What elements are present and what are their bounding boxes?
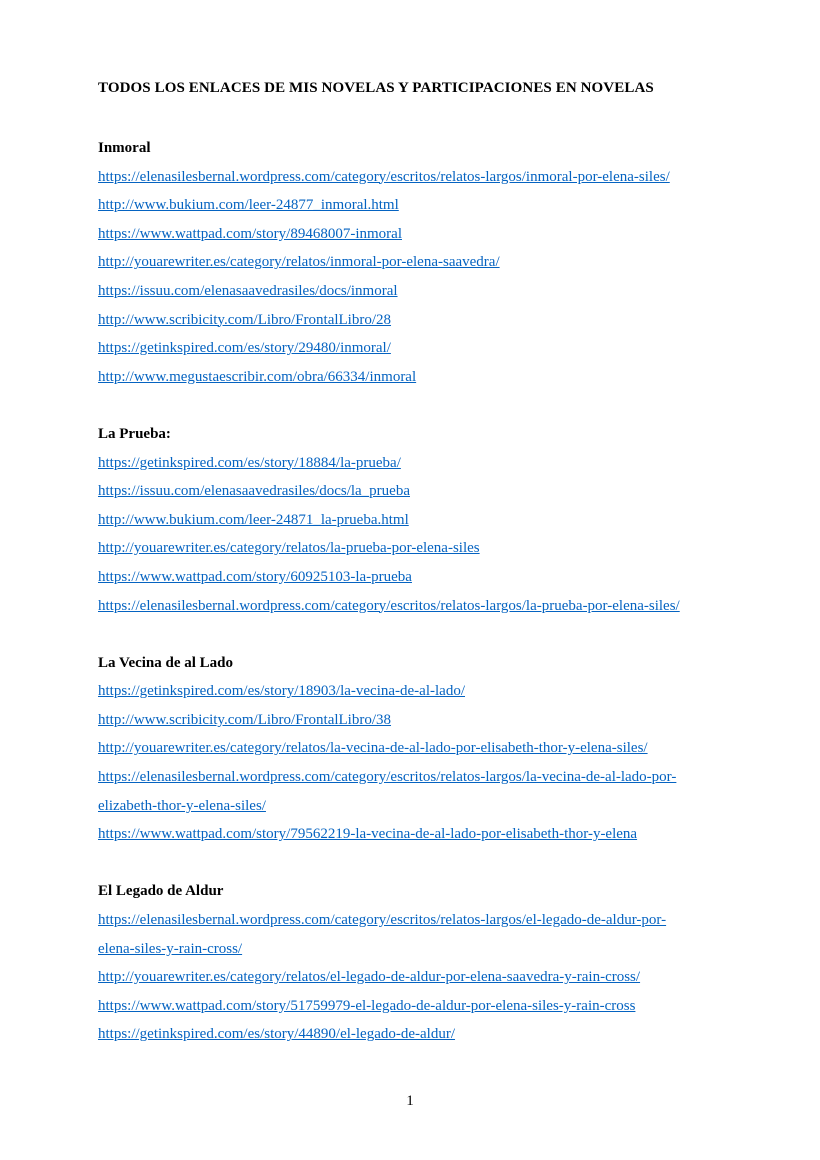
section bbox=[98, 134, 798, 391]
link-text: https://www.wattpad.com/story/51759979-el-legado-de-aldur-por-elena-siles-y-rain-cross bbox=[98, 997, 636, 1014]
link-text: http://www.bukium.com/leer-24871_la-prueba.html bbox=[98, 511, 409, 528]
link-list bbox=[98, 677, 798, 849]
link-text: https://elenasilesbernal.wordpress.com/category/escritos/relatos-largos/el-legado-de-aldur-por- bbox=[98, 912, 667, 929]
hyperlink[interactable] bbox=[98, 277, 798, 306]
hyperlink[interactable] bbox=[98, 820, 798, 849]
link-text: https://www.wattpad.com/story/89468007-inmoral bbox=[98, 225, 402, 242]
link-text: https://getinkspired.com/es/story/18903/la-vecina-de-al-lado/ bbox=[98, 683, 465, 700]
hyperlink[interactable] bbox=[98, 248, 798, 277]
hyperlink[interactable] bbox=[98, 706, 798, 735]
link-text: http://youarewriter.es/category/relatos/el-legado-de-aldur-por-elena-saavedra-y-rain-cross/ bbox=[98, 969, 641, 986]
link-text: https://www.wattpad.com/story/60925103-la-prueba bbox=[98, 568, 412, 585]
page-number: 1 bbox=[406, 1093, 414, 1109]
sections-container bbox=[98, 134, 798, 1049]
link-text: elizabeth-thor-y-elena-siles/ bbox=[98, 797, 266, 814]
hyperlink[interactable] bbox=[98, 449, 798, 478]
hyperlink[interactable] bbox=[98, 563, 798, 592]
link-text: http://www.scribicity.com/Libro/FrontalLibro/38 bbox=[98, 711, 392, 728]
hyperlink[interactable] bbox=[98, 191, 798, 220]
hyperlink[interactable] bbox=[98, 534, 798, 563]
hyperlink[interactable] bbox=[98, 677, 798, 706]
hyperlink[interactable] bbox=[98, 592, 798, 621]
link-text: http://www.bukium.com/leer-24877_inmoral.html bbox=[98, 197, 399, 214]
hyperlink[interactable] bbox=[98, 477, 798, 506]
hyperlink[interactable] bbox=[98, 763, 798, 820]
document-title: TODOS LOS ENLACES DE MIS NOVELAS Y PARTICIPACIONES EN NOVELAS bbox=[98, 80, 654, 96]
hyperlink[interactable] bbox=[98, 734, 798, 763]
section bbox=[98, 649, 798, 849]
link-text: http://youarewriter.es/category/relatos/la-prueba-por-elena-siles bbox=[98, 540, 480, 557]
link-text: https://getinkspired.com/es/story/44890/el-legado-de-aldur/ bbox=[98, 1026, 456, 1043]
link-text: https://elenasilesbernal.wordpress.com/category/escritos/relatos-largos/inmoral-por-elena-siles/ bbox=[98, 168, 670, 185]
link-text: https://getinkspired.com/es/story/18884/la-prueba/ bbox=[98, 454, 401, 471]
section bbox=[98, 420, 798, 620]
link-text: https://issuu.com/elenasaavedrasiles/docs/la_prueba bbox=[98, 483, 410, 500]
link-text: http://youarewriter.es/category/relatos/la-vecina-de-al-lado-por-elisabeth-thor-y-elena-siles/ bbox=[98, 740, 648, 757]
section bbox=[98, 877, 798, 1049]
link-text: https://issuu.com/elenasaavedrasiles/docs/inmoral bbox=[98, 282, 398, 299]
hyperlink[interactable] bbox=[98, 363, 798, 392]
hyperlink[interactable] bbox=[98, 334, 798, 363]
link-text: https://getinkspired.com/es/story/29480/inmoral/ bbox=[98, 340, 391, 357]
hyperlink[interactable] bbox=[98, 220, 798, 249]
section-title: La Prueba: bbox=[98, 425, 171, 442]
hyperlink[interactable] bbox=[98, 1020, 798, 1049]
hyperlink[interactable] bbox=[98, 906, 798, 963]
link-text: https://www.wattpad.com/story/79562219-la-vecina-de-al-lado-por-elisabeth-thor-y-elena bbox=[98, 826, 638, 843]
hyperlink[interactable] bbox=[98, 992, 798, 1021]
link-text: http://www.scribicity.com/Libro/FrontalLibro/28 bbox=[98, 311, 392, 328]
section-title: La Vecina de al Lado bbox=[98, 654, 234, 671]
section-title: Inmoral bbox=[98, 140, 151, 156]
hyperlink[interactable] bbox=[98, 163, 798, 192]
link-text: https://elenasilesbernal.wordpress.com/category/escritos/relatos-largos/la-vecina-de-al-lado-por- bbox=[98, 769, 677, 786]
link-list bbox=[98, 906, 798, 1049]
link-text: https://elenasilesbernal.wordpress.com/category/escritos/relatos-largos/la-prueba-por-elena-siles/ bbox=[98, 597, 680, 614]
link-list bbox=[98, 163, 798, 392]
section-title: El Legado de Aldur bbox=[98, 883, 224, 900]
hyperlink[interactable] bbox=[98, 963, 798, 992]
link-text: elena-siles-y-rain-cross/ bbox=[98, 940, 243, 957]
document-page bbox=[98, 78, 798, 1078]
link-text: http://www.megustaescribir.com/obra/66334/inmoral bbox=[98, 368, 417, 385]
link-text: http://youarewriter.es/category/relatos/inmoral-por-elena-saavedra/ bbox=[98, 254, 500, 271]
hyperlink[interactable] bbox=[98, 306, 798, 335]
link-list bbox=[98, 449, 798, 621]
hyperlink[interactable] bbox=[98, 506, 798, 535]
